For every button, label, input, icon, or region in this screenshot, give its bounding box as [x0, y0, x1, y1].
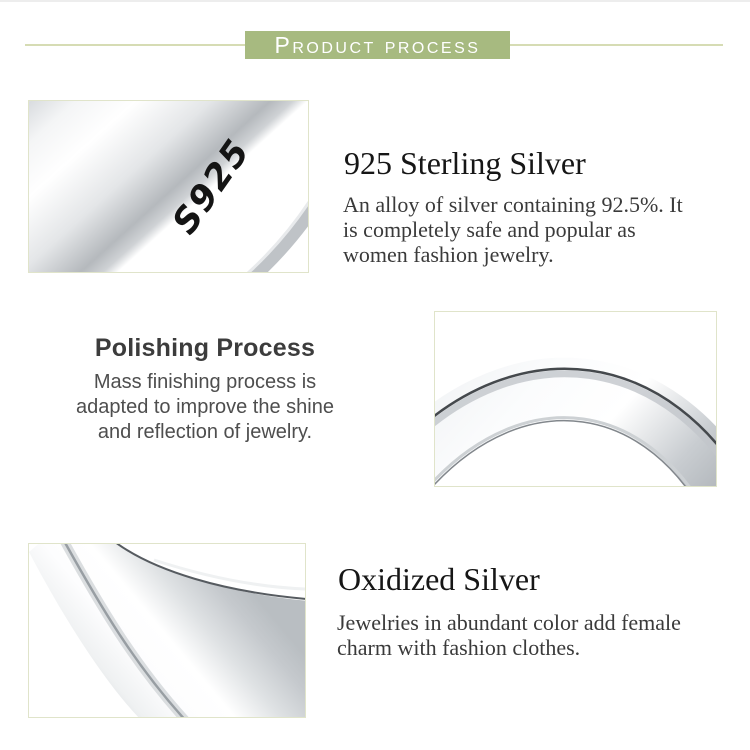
- header-band: [245, 31, 510, 59]
- engraving-text: S925: [165, 131, 259, 242]
- page-title: Product process: [274, 32, 481, 58]
- ring-engraving-photo: [28, 100, 309, 273]
- body-line: Mass finishing process is: [93, 371, 317, 393]
- body-line: is completely safe and popular as: [343, 217, 636, 242]
- ring-bottom-photo: [28, 543, 306, 718]
- body-line: and reflection of jewelry.: [97, 421, 313, 443]
- body-line: charm with fashion clothes.: [337, 635, 581, 660]
- ring-bottom-illustration: [29, 544, 305, 717]
- body-line: adapted to improve the shine: [76, 396, 334, 418]
- ring-arch-photo: [434, 311, 717, 487]
- section-body-oxidized: [337, 610, 681, 660]
- ring-engraving-illustration: [29, 101, 308, 272]
- section-body-polishing: [40, 370, 370, 445]
- ring-arch-illustration: [435, 312, 716, 486]
- section-body-sterling: [343, 192, 683, 267]
- body-line: women fashion jewelry.: [343, 242, 554, 267]
- section-heading-sterling: 925 Sterling Silver: [344, 145, 586, 181]
- body-line: Jewelries in abundant color add female: [337, 610, 681, 635]
- body-line: An alloy of silver containing 92.5%. It: [343, 192, 683, 217]
- top-hairline: [0, 0, 750, 2]
- section-heading-oxidized: Oxidized Silver: [338, 561, 540, 597]
- section-heading-polishing: Polishing Process: [94, 334, 316, 362]
- section-text-polishing: [40, 333, 370, 445]
